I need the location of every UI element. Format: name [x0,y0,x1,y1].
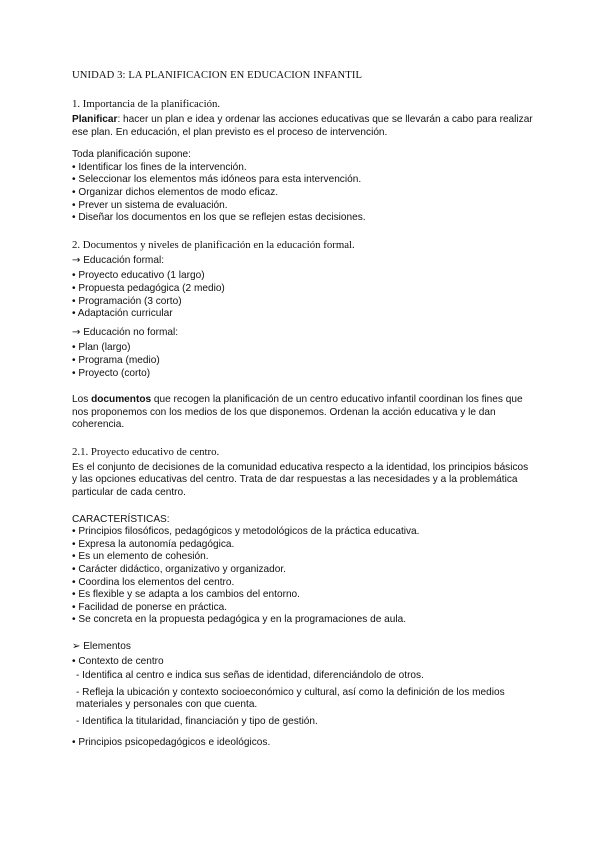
sublist-item: - Refleja la ubicación y contexto socioeconómico y cultural, así como la definición de los medios materiales y personales con que cuenta. [76,687,534,712]
section-2-heading: 2. Documentos y niveles de planificación en la educación formal. [72,238,355,251]
list-item: • Prever un sistema de evaluación. [72,200,534,213]
list-item: • Coordina los elementos del centro. [72,577,534,590]
list-item: • Seleccionar los elementos más idóneos para esta intervención. [72,174,534,187]
elements-label-line [72,641,534,654]
sublist-item: - Identifica la titularidad, financiación y tipo de gestión. [76,716,534,729]
sublist-item: - Identifica al centro e indica sus señas de identidad, diferenciándolo de otros. [76,670,534,683]
list-item: • Programa (medio) [72,355,534,368]
document-title: UNIDAD 3: LA PLANIFICACION EN EDUCACION INFANTIL [72,70,363,81]
planning-list [72,162,534,225]
list-item: • Propuesta pedagógica (2 medio) [72,283,534,296]
definition-paragraph [72,114,534,139]
planning-intro: Toda planificación supone: [72,149,191,161]
list-item: • Identificar los fines de la intervención. [72,162,534,175]
principles-list [72,737,534,750]
list-item: • Se concreta en la propuesta pedagógica y en la programaciones de aula. [72,614,534,627]
right-arrow-icon: → [72,326,81,338]
project-paragraph: Es el conjunto de decisiones de la comunidad educativa respecto a la identidad, los principios básicos y las opciones educativas del centro. Trata de dar respuestas a las necesidades y a la problemática particular de cada centro. [72,461,529,499]
list-item: • Es un elemento de cohesión. [72,551,534,564]
document-page [72,70,534,749]
list-item: • Adaptación curricular [72,308,534,321]
list-item: • Principios psicopedagógicos e ideológicos. [72,737,534,750]
list-item: • Diseñar los documentos en los que se reflejen estas decisiones. [72,212,534,225]
list-item: • Carácter didáctico, organizativo y organizador. [72,564,534,577]
formal-label: Educación formal: [83,254,164,266]
formal-label-line [72,255,534,268]
list-item: • Facilidad de ponerse en práctica. [72,602,534,615]
documents-term: documentos [91,394,152,406]
list-item: • Plan (largo) [72,342,534,355]
list-item: • Es flexible y se adapta a los cambios del entorno. [72,589,534,602]
list-item: • Proyecto (corto) [72,368,534,381]
documents-para-pre: Los [72,394,92,406]
characteristics-label: CARACTERÍSTICAS: [72,513,170,525]
section-2-1-heading: 2.1. Proyecto educativo de centro. [72,445,220,458]
arrowhead-bullet-icon: ➢ [72,641,81,652]
definition-text: : hacer un plan e idea y ordenar las acciones educativas que se llevarán a cabo para realizar ese plan. En educación, el plan previsto es el proceso de intervención. [72,114,533,138]
documents-paragraph [72,394,534,432]
right-arrow-icon: → [72,254,81,266]
elements-label: Elementos [83,641,131,652]
nonformal-label: Educación no formal: [83,326,179,338]
context-sublist [72,670,534,728]
list-item: • Expresa la autonomía pedagógica. [72,539,534,552]
characteristics-list [72,526,534,627]
nonformal-list [72,342,534,380]
section-1-heading: 1. Importancia de la planificación. [72,98,221,110]
documents-para-post: que recogen la planificación de un centro educativo infantil coordinan los fines que nos proponemos con los medios de los que disponemos. Ordenan la acción educativa y le dan coherencia. [72,394,523,431]
list-item: • Programación (3 corto) [72,296,534,309]
formal-list [72,270,534,320]
context-list [72,656,534,669]
nonformal-label-line [72,327,534,340]
list-item: • Proyecto educativo (1 largo) [72,270,534,283]
list-item: • Organizar dichos elementos de modo eficaz. [72,187,534,200]
list-item: • Principios filosóficos, pedagógicos y metodológicos de la práctica educativa. [72,526,534,539]
list-item: • Contexto de centro [72,656,534,669]
definition-term: Planificar [72,114,118,125]
